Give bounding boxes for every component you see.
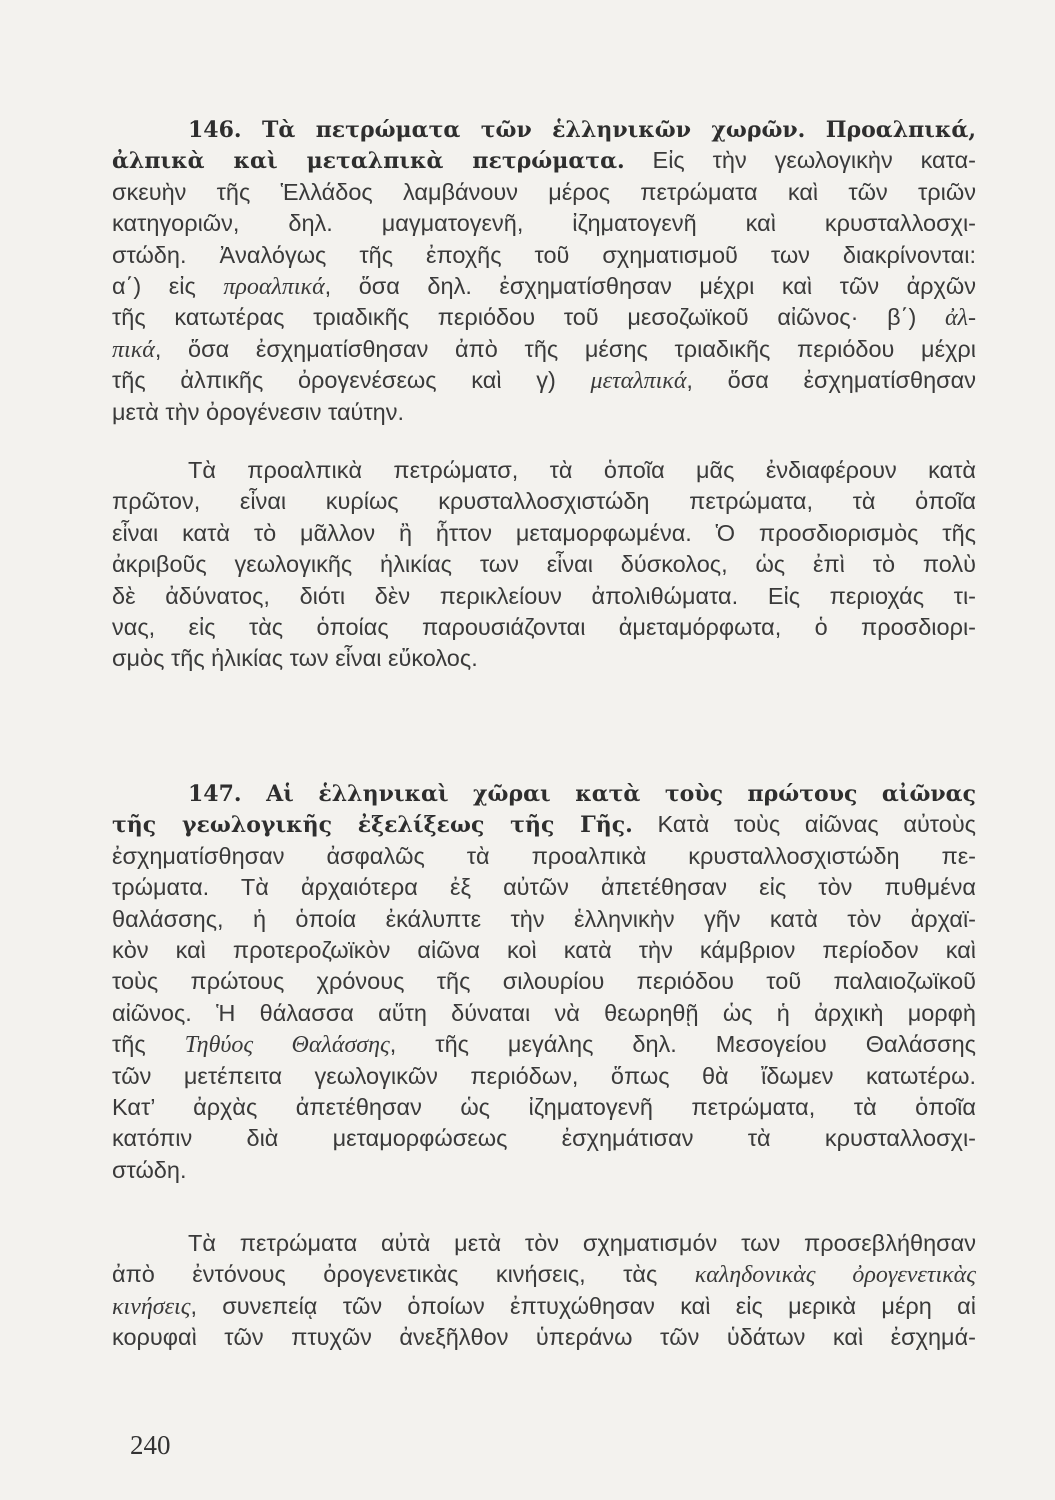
text-line (112, 998, 976, 1029)
section-heading-text: τῆς γεωλογικῆς ἐξελίξεως τῆς Γῆς. (112, 812, 633, 839)
text-line (112, 1029, 976, 1060)
section-heading-text: 147. Αἱ ἑλληνικαὶ χῶραι κατὰ τοὺς πρώτους αἰῶνας (188, 781, 976, 807)
body-text: , ὅσα ἐσχηματίσθησαν ἀπὸ τῆς μέσης τριαδικῆς περιόδου μέχρι (154, 335, 976, 362)
body-text: τῆς (112, 1031, 185, 1058)
text-line (112, 841, 976, 872)
body-text: α΄) εἰς (112, 272, 224, 299)
italic-term: μεταλπικά (590, 368, 687, 395)
body-text: σμὸς τῆς ἡλικίας των εἶναι εὔκολος. (112, 645, 478, 672)
body-text: Κατὰ τοὺς αἰῶνας αὐτοὺς (632, 811, 976, 838)
text-line (112, 1155, 976, 1186)
text-line (112, 1061, 976, 1092)
text-line (112, 904, 976, 935)
body-text: , ὅσα ἐσχηματίσθησαν (686, 367, 976, 394)
body-text: κορυφαὶ τῶν πτυχῶν ἀνεξῆλθον ὑπεράνω τῶν ὑδάτων καὶ ἐσχημά- (112, 1324, 976, 1351)
text-line (112, 809, 976, 840)
text-line (112, 114, 976, 145)
italic-term: προαλπικά (223, 273, 325, 300)
body-text: ἀκριβοῦς γεωλογικῆς ἡλικίας των εἶναι δύσκολος, ὡς ἐπὶ τὸ πολὺ (112, 551, 976, 578)
body-text: τῆς κατωτέρας τριαδικῆς περιόδου τοῦ μεσοζωϊκοῦ αἰῶνος· β΄) (112, 304, 946, 331)
text-line (112, 1291, 976, 1322)
italic-term: Τηθύος Θαλάσσης (184, 1032, 390, 1059)
paragraph-preapline-rocks (112, 455, 976, 675)
body-text: ἀπὸ ἐντόνους ὀρογενετικὰς κινήσεις, τὰς (112, 1261, 695, 1288)
text-line (112, 1228, 976, 1259)
page-number: 240 (130, 1430, 171, 1460)
italic-term: ἀλ- (945, 305, 976, 332)
paragraph-caledonian-orogeny (112, 1228, 976, 1354)
text-line (112, 643, 976, 674)
text-line (112, 334, 976, 365)
italic-term: πικά (112, 336, 155, 363)
body-text: κὸν καὶ προτεροζωϊκὸν αἰῶνα κοὶ κατὰ τὴν κάμβριον περίοδον καὶ (112, 936, 976, 963)
body-text: νας, εἰς τὰς ὁποίας παρουσιάζονται ἀμεταμόρφωτα, ὁ προσδιορι- (112, 613, 976, 640)
text-line (112, 612, 976, 643)
body-text: ἐσχηματίσθησαν ἀσφαλῶς τὰ προαλπικὰ κρυσταλλοσχιστώδη πε- (112, 842, 976, 869)
text-line (112, 271, 976, 302)
text-line (112, 397, 976, 428)
section-146 (112, 114, 976, 428)
text-line (112, 455, 976, 486)
text-line (112, 240, 976, 271)
text-line (112, 966, 976, 997)
text-line (112, 1259, 976, 1290)
text-line (112, 177, 976, 208)
body-text: , ὅσα δηλ. ἐσχηματίσθησαν μέχρι καὶ τῶν ἀρχῶν (324, 272, 976, 299)
body-text: κατόπιν διὰ μεταμορφώσεως ἐσχημάτισαν τὰ κρυσταλλοσχι- (112, 1125, 976, 1152)
body-text: Τὰ πετρώματα αὐτὰ μετὰ τὸν σχηματισμόν των προσεβλήθησαν (188, 1230, 976, 1256)
italic-term: κινήσεις (112, 1293, 191, 1320)
body-text: Κατ’ ἀρχὰς ἀπετέθησαν ὡς ἰζηματογενῆ πετρώματα, τὰ ὁποῖα (112, 1093, 976, 1120)
italic-term: καληδονικὰς ὀρογενετικὰς (694, 1262, 976, 1289)
body-text: Τὰ προαλπικὰ πετρώματσ, τὰ ὁποῖα μᾶς ἐνδιαφέρουν κατὰ (188, 457, 976, 483)
body-text: Εἰς τὴν γεωλογικὴν κατα- (624, 147, 977, 174)
text-line (112, 145, 976, 176)
section-147 (112, 778, 976, 1186)
text-line (112, 1092, 976, 1123)
text-line (112, 1322, 976, 1353)
body-text: θαλάσσης, ἡ ὁποία ἐκάλυπτε τὴν ἑλληνικὴν γῆν κατὰ τὸν ἀρχαϊ- (112, 905, 976, 932)
body-text: κατηγοριῶν, δηλ. μαγματογενῆ, ἰζηματογενῆ καὶ κρυσταλλοσχι- (112, 210, 976, 237)
text-line (112, 208, 976, 239)
text-line (112, 486, 976, 517)
body-text: τρώματα. Τὰ ἀρχαιότερα ἐξ αὐτῶν ἀπετέθησαν εἰς τὸν πυθμένα (112, 874, 976, 901)
section-heading-text: 146. Τὰ πετρώματα τῶν ἑλληνικῶν χωρῶν. Προαλπικά, (188, 117, 976, 143)
text-line (112, 302, 976, 333)
body-text: μετὰ τὴν ὀρογένεσιν ταύτην. (112, 398, 405, 425)
section-heading-text: ἀλπικὰ καὶ μεταλπικὰ πετρώματα. (112, 148, 625, 175)
text-line (112, 365, 976, 396)
body-text: τῶν μετέπειτα γεωλογικῶν περιόδων, ὅπως θὰ ἴδωμεν κατωτέρω. (112, 1062, 976, 1089)
body-text: πρῶτον, εἶναι κυρίως κρυσταλλοσχιστώδη πετρώματα, τὰ ὁποῖα (112, 488, 976, 515)
text-line (112, 518, 976, 549)
body-text: αἰῶνος. Ἡ θάλασσα αὕτη δύναται νὰ θεωρηθῇ ὡς ἡ ἀρχικὴ μορφὴ (112, 999, 976, 1026)
text-line (112, 935, 976, 966)
body-text: , τῆς μεγάλης δηλ. Μεσογείου Θαλάσσης (389, 1031, 976, 1058)
body-text: στώδη. Ἀναλόγως τῆς ἐποχῆς τοῦ σχηματισμοῦ των διακρίνονται: (112, 241, 976, 268)
body-text: τῆς ἀλπικῆς ὀρογενέσεως καὶ γ) (112, 367, 591, 394)
text-line (112, 872, 976, 903)
body-text: στώδη. (112, 1156, 187, 1183)
text-line (112, 1123, 976, 1154)
body-text: , συνεπείᾳ τῶν ὁποίων ἐπτυχώθησαν καὶ εἰς μερικὰ μέρη αἱ (190, 1292, 976, 1319)
text-line (112, 581, 976, 612)
body-text: τοὺς πρώτους χρόνους τῆς σιλουρίου περιόδου τοῦ παλαιοζωϊκοῦ (112, 968, 976, 995)
body-text: εἶναι κατὰ τὸ μᾶλλον ἢ ἧττον μεταμορφωμένα. Ὁ προσδιορισμὸς τῆς (112, 519, 976, 546)
body-text: σκευὴν τῆς Ἑλλάδος λαμβάνουν μέρος πετρώματα καὶ τῶν τριῶν (112, 178, 976, 205)
body-text: δὲ ἀδύνατος, διότι δὲν περικλείουν ἀπολιθώματα. Εἰς περιοχάς τι- (112, 582, 976, 609)
text-line (112, 778, 976, 809)
text-line (112, 549, 976, 580)
